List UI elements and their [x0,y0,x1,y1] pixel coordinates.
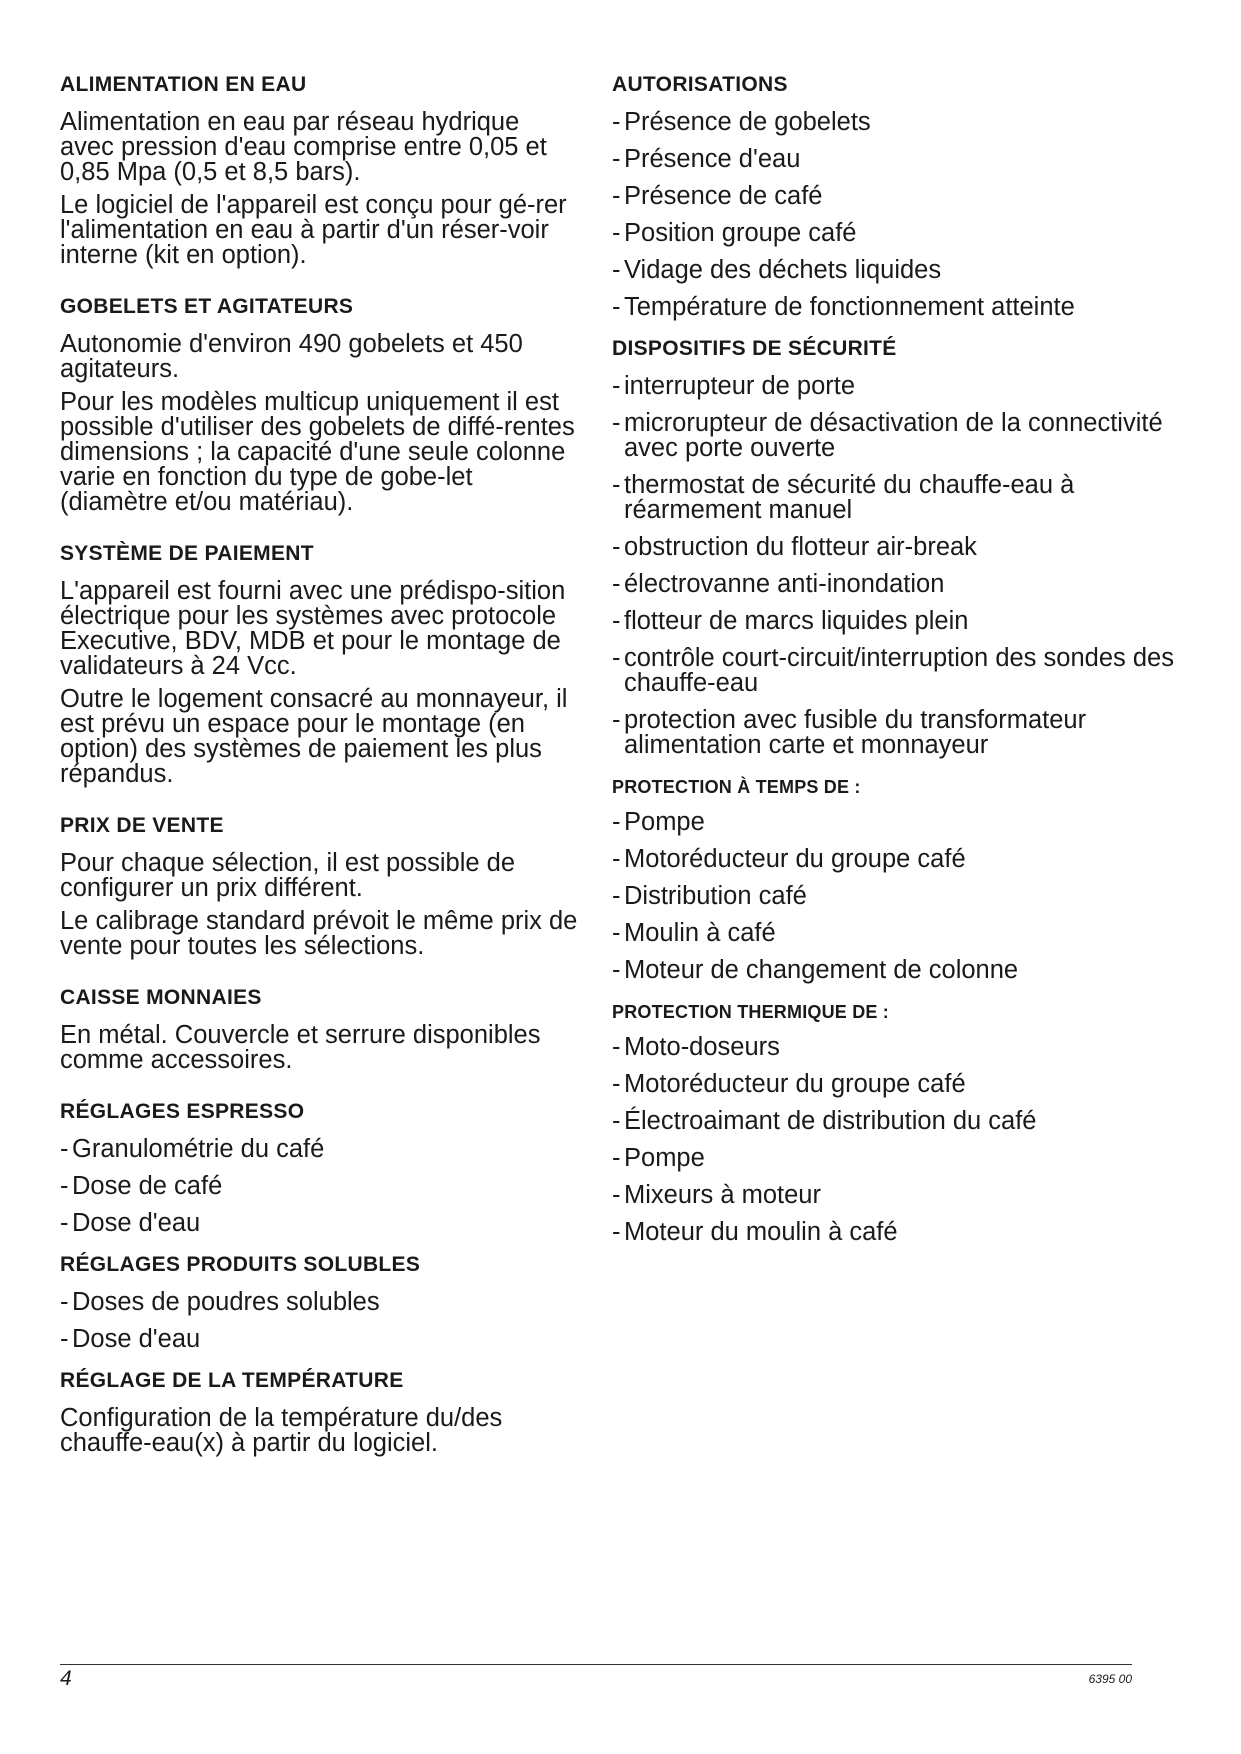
list-item: - Dose d'eau [60,1327,580,1352]
list-item: - Présence de gobelets [612,110,1192,135]
paragraph: Configuration de la température du/des chauffe-eau(x) à partir du logiciel. [60,1404,503,1457]
list-item: - Distribution café [612,884,1192,909]
section-heading: RÉGLAGES PRODUITS SOLUBLES [60,1253,421,1276]
bullet-list [612,810,1192,983]
list-item: - microrupteur de désactivation de la connectivité avec porte ouverte [612,411,1192,461]
paragraph: En métal. Couvercle et serrure disponibles comme accessoires. [60,1021,541,1074]
paragraph: Autonomie d'environ 490 gobelets et 450 agitateurs. [60,330,523,383]
subsection-heading: PROTECTION À TEMPS DE : [612,777,861,797]
section-cups [60,294,580,515]
section-heading: SYSTÈME DE PAIEMENT [60,542,314,565]
list-item: - Granulométrie du café [60,1137,580,1162]
list-item: - Électroaimant de distribution du café [612,1109,1192,1134]
paragraph: Outre le logement consacré au monnayeur, il est prévu un espace pour le montage (en option) des systèmes de paiement les plus répandus. [60,685,568,788]
footer-divider [60,1664,1132,1665]
document-code: 6395 00 [1088,1672,1132,1686]
list-item: - Motoréducteur du groupe café [612,847,1192,872]
section-heading: AUTORISATIONS [612,73,788,96]
list-item: - flotteur de marcs liquides plein [612,609,1192,634]
right-column [612,72,1192,1261]
section-heading: RÉGLAGES ESPRESSO [60,1100,305,1123]
section-thermal-protection [612,999,1192,1245]
list-item: - Dose d'eau [60,1211,580,1236]
list-item: - Dose de café [60,1174,580,1199]
bullet-list [612,374,1192,758]
paragraph: Le logiciel de l'appareil est conçu pour gé-rer l'alimentation en eau à partir d'un réser-voir interne (kit en option). [60,191,567,269]
list-item: - Doses de poudres solubles [60,1290,580,1315]
paragraph: Alimentation en eau par réseau hydrique avec pression d'eau comprise entre 0,05 et 0,85 Mpa (0,5 et 8,5 bars). [60,108,547,186]
list-item: - Moto-doseurs [612,1035,1192,1060]
bullet-list [60,1137,580,1236]
list-item: - interrupteur de porte [612,374,1192,399]
section-heading: RÉGLAGE DE LA TEMPÉRATURE [60,1369,404,1392]
section-payment [60,541,580,787]
paragraph: Le calibrage standard prévoit le même prix de vente pour toutes les sélections. [60,907,578,960]
section-heading: DISPOSITIFS DE SÉCURITÉ [612,337,897,360]
section-authorisations [612,72,1192,320]
list-item: - contrôle court-circuit/interruption des sondes des chauffe-eau [612,646,1192,696]
list-item: - obstruction du flotteur air-break [612,535,1192,560]
section-time-protection [612,774,1192,983]
list-item: - Vidage des déchets liquides [612,258,1192,283]
list-item: - thermostat de sécurité du chauffe-eau à réarmement manuel [612,473,1192,523]
list-item: - Mixeurs à moteur [612,1183,1192,1208]
bullet-list [612,1035,1192,1245]
list-item: - Moteur du moulin à café [612,1220,1192,1245]
paragraph: Pour chaque sélection, il est possible de configurer un prix différent. [60,849,516,902]
list-item: - Pompe [612,810,1192,835]
left-column [60,72,580,1482]
page-number: 4 [60,1667,72,1690]
bullet-list [60,1290,580,1352]
paragraph: L'appareil est fourni avec une prédispo-sition électrique pour les systèmes avec protocole Executive, BDV, MDB et pour le montage de validateurs à 24 Vcc. [60,577,566,680]
section-heading: PRIX DE VENTE [60,814,224,837]
section-water-supply [60,72,580,268]
section-soluble-settings [60,1252,580,1352]
section-temperature [60,1368,580,1456]
section-price [60,813,580,959]
subsection-heading: PROTECTION THERMIQUE DE : [612,1002,890,1022]
section-espresso-settings [60,1099,580,1236]
section-cashbox [60,985,580,1073]
list-item: - Température de fonctionnement atteinte [612,295,1192,320]
section-heading: CAISSE MONNAIES [60,986,262,1009]
bullet-list [612,110,1192,320]
list-item: - Pompe [612,1146,1192,1171]
list-item: - électrovanne anti-inondation [612,572,1192,597]
section-heading: GOBELETS ET AGITATEURS [60,295,354,318]
list-item: - Présence de café [612,184,1192,209]
list-item: - Motoréducteur du groupe café [612,1072,1192,1097]
section-heading: ALIMENTATION EN EAU [60,73,307,96]
section-safety-devices [612,336,1192,758]
list-item: - Moulin à café [612,921,1192,946]
paragraph: Pour les modèles multicup uniquement il est possible d'utiliser des gobelets de diffé-rentes dimensions ; la capacité d'une seule colonne varie en fonction du type de gobe-let (diamètre et/ou matériau). [60,388,575,516]
list-item: - Présence d'eau [612,147,1192,172]
list-item: - Moteur de changement de colonne [612,958,1192,983]
list-item: - Position groupe café [612,221,1192,246]
list-item: - protection avec fusible du transformateur alimentation carte et monnayeur [612,708,1192,758]
